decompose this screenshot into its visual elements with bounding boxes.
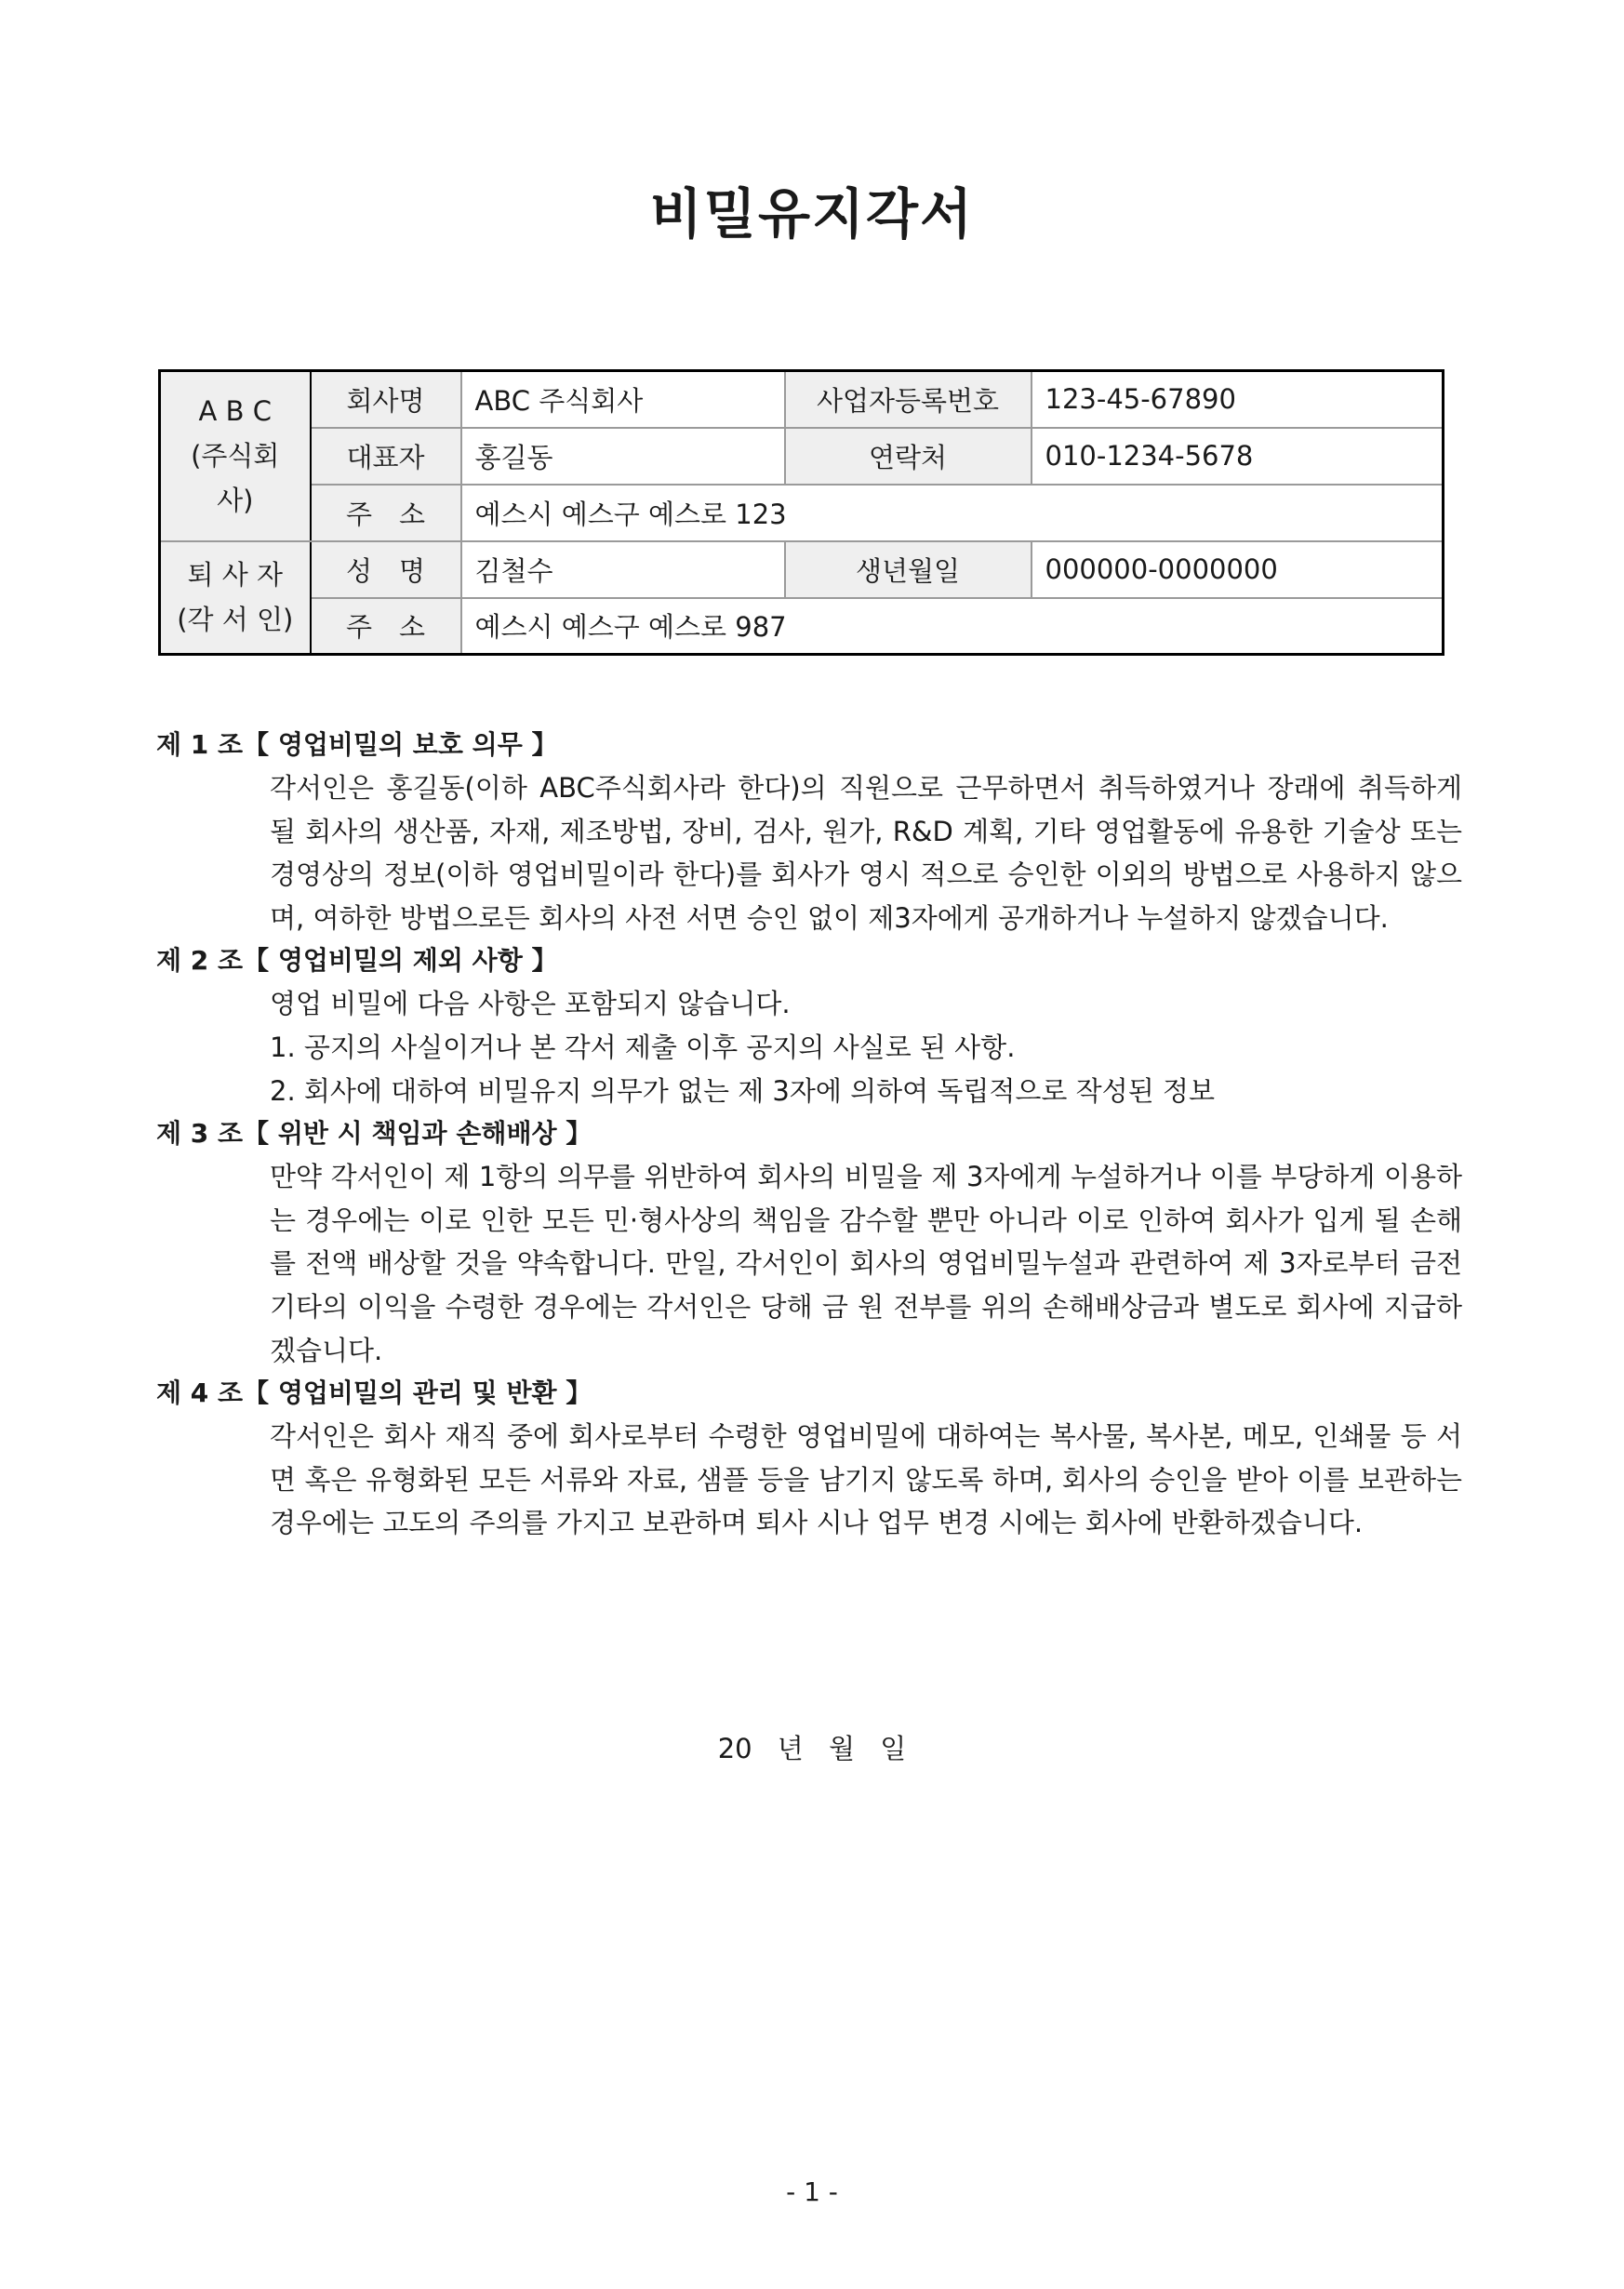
article-heading: 제 4 조【 영업비밀의 관리 및 반환 】 [156, 1377, 592, 1409]
company-name-label: 회사명 [311, 371, 461, 428]
article-paragraph: 만약 각서인이 제 1항의 의무를 위반하여 회사의 비밀을 제 3자에게 누설하거나 이를 부당하게 이용하는 경우에는 이로 인한 모든 민·형사상의 책임을 감수할 뿐만 아니라 이로 인하여 회사가 입게 될 손해를 전액 배상할 것을 약속합니다. 만일, 각서인이 회사의 영업비밀누설과 관련하여 제 3자로부터 금전 기타의 이익을 수령한 경우에는 각서인은 당해 금 원 전부를 위의 손해배상금과 별도로 회사에 지급하겠습니다. [270, 1161, 1462, 1366]
contact-label: 연락처 [785, 428, 1032, 485]
representative-label: 대표자 [311, 428, 461, 485]
company-address-label: 주 소 [311, 485, 461, 541]
signer-name-label: 성 명 [311, 541, 461, 598]
company-party-cell [160, 371, 311, 541]
article-list-item: 1. 공지의 사실이거나 본 각서 제출 이후 공지의 사실로 된 사항. [270, 1031, 1016, 1063]
articles-body [156, 724, 1462, 1545]
article-paragraph: 영업 비밀에 다음 사항은 포함되지 않습니다. [270, 988, 791, 1020]
signer-address-value: 예스시 예스구 예스로 987 [461, 598, 1444, 655]
company-party-label: A B C (주식회사) [191, 395, 280, 517]
article-heading: 제 1 조【 영업비밀의 보호 의무 】 [156, 729, 558, 760]
article-heading: 제 3 조【 위반 시 책임과 손해배상 】 [156, 1118, 592, 1150]
article-paragraph: 각서인은 홍길동(이하 ABC주식회사라 한다)의 직원으로 근무하면서 취득하였거나 장래에 취득하게 될 회사의 생산품, 자재, 제조방법, 장비, 검사, 원가, R&D 계획, 기타 영업활동에 유용한 기술상 또는 경영상의 정보(이하 영업비밀이라 한다)를 회사가 영시 적으로 승인한 이외의 방법으로 사용하지 않으며, 여하한 방법으로든 회사의 사전 서면 승인 없이 제3자에게 공개하거나 누설하지 않겠습니다. [270, 772, 1462, 934]
birth-label: 생년월일 [785, 541, 1032, 598]
signer-party-cell [160, 541, 311, 655]
signer-name-value: 김철수 [461, 541, 785, 598]
document-title: 비밀유지각서 [649, 182, 975, 246]
page-number: - 1 - [786, 2176, 838, 2207]
article-list-item: 2. 회사에 대하여 비밀유지 의무가 없는 제 3자에 의하여 독립적으로 작성된 정보 [270, 1074, 1215, 1107]
article-1 [156, 724, 1462, 939]
article-paragraph: 각서인은 회사 재직 중에 회사로부터 수령한 영업비밀에 대하여는 복사물, 복사본, 메모, 인쇄물 등 서면 혹은 유형화된 모든 서류와 자료, 샘플 등을 남기지 않도록 하며, 회사의 승인을 받아 이를 보관하는 경우에는 고도의 주의를 가지고 보관하며 퇴사 시나 업무 변경 시에는 회사에 반환하겠습니다. [270, 1420, 1462, 1539]
business-no-value: 123-45-67890 [1032, 371, 1444, 428]
company-name-value: ABC 주식회사 [461, 371, 785, 428]
article-4 [156, 1372, 1462, 1545]
signer-address-label: 주 소 [311, 598, 461, 655]
signature-date: 20 년 월 일 [717, 1733, 907, 1764]
contact-value: 010-1234-5678 [1032, 428, 1444, 485]
article-heading: 제 2 조【 영업비밀의 제외 사항 】 [156, 945, 558, 977]
birth-value: 000000-0000000 [1032, 541, 1444, 598]
signer-party-label: 퇴 사 자 (각 서 인) [177, 559, 294, 636]
business-no-label: 사업자등록번호 [785, 371, 1032, 428]
article-3 [156, 1112, 1462, 1372]
representative-value: 홍길동 [461, 428, 785, 485]
party-info-table [158, 369, 1444, 656]
article-2 [156, 939, 1462, 1112]
company-address-value: 예스시 예스구 예스로 123 [461, 485, 1444, 541]
